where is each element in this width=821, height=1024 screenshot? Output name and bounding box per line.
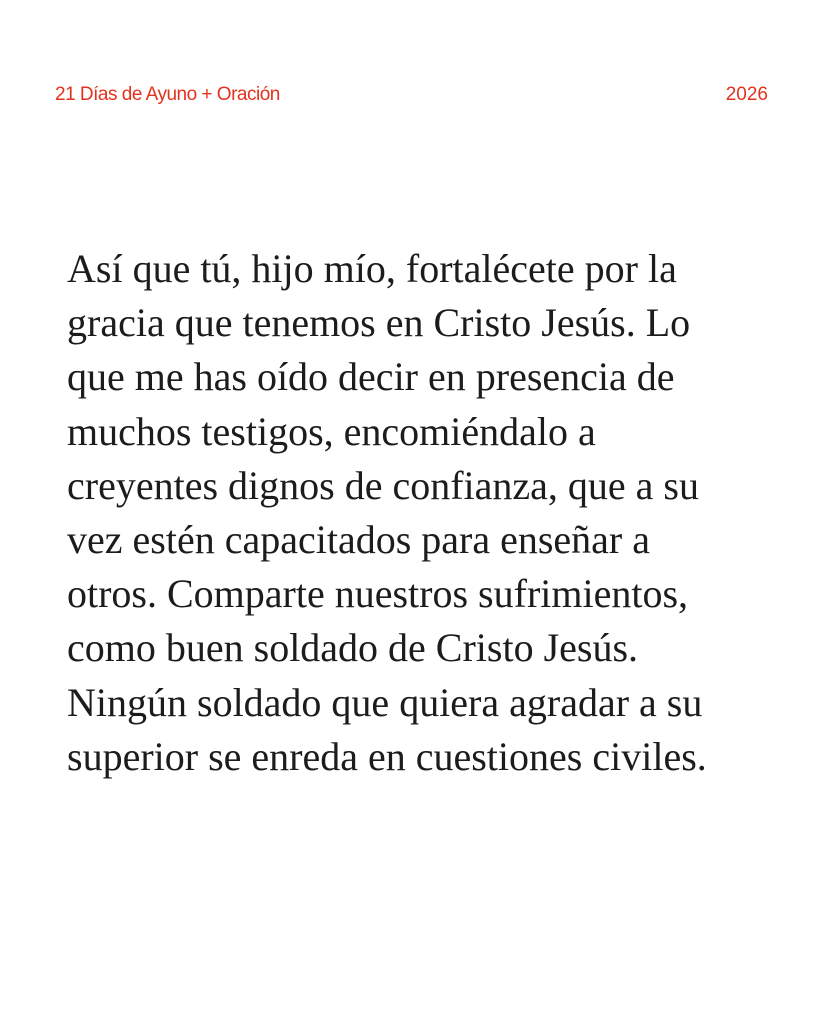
- scripture-passage: [67, 242, 777, 784]
- passage-line: vez estén capacitados para enseñar a: [67, 517, 650, 563]
- series-title: 21 Días de Ayuno + Oración: [55, 84, 280, 105]
- passage-line: otros. Comparte nuestros sufrimientos,: [67, 571, 689, 617]
- passage-line: creyentes dignos de confianza, que a su: [67, 462, 699, 508]
- passage-line: superior se enreda en cuestiones civiles.: [67, 733, 707, 779]
- passage-line: Ningún soldado que quiera agradar a su: [67, 679, 703, 725]
- passage-line: Así que tú, hijo mío, fortalécete por la: [67, 246, 677, 291]
- passage-line: como buen soldado de Cristo Jesús.: [67, 625, 639, 671]
- passage-line: que me has oído decir en presencia de: [67, 354, 675, 400]
- year-label: 2026: [725, 84, 768, 105]
- passage-line: gracia que tenemos en Cristo Jesús. Lo: [67, 300, 691, 346]
- passage-line: muchos testigos, encomiéndalo a: [67, 408, 596, 454]
